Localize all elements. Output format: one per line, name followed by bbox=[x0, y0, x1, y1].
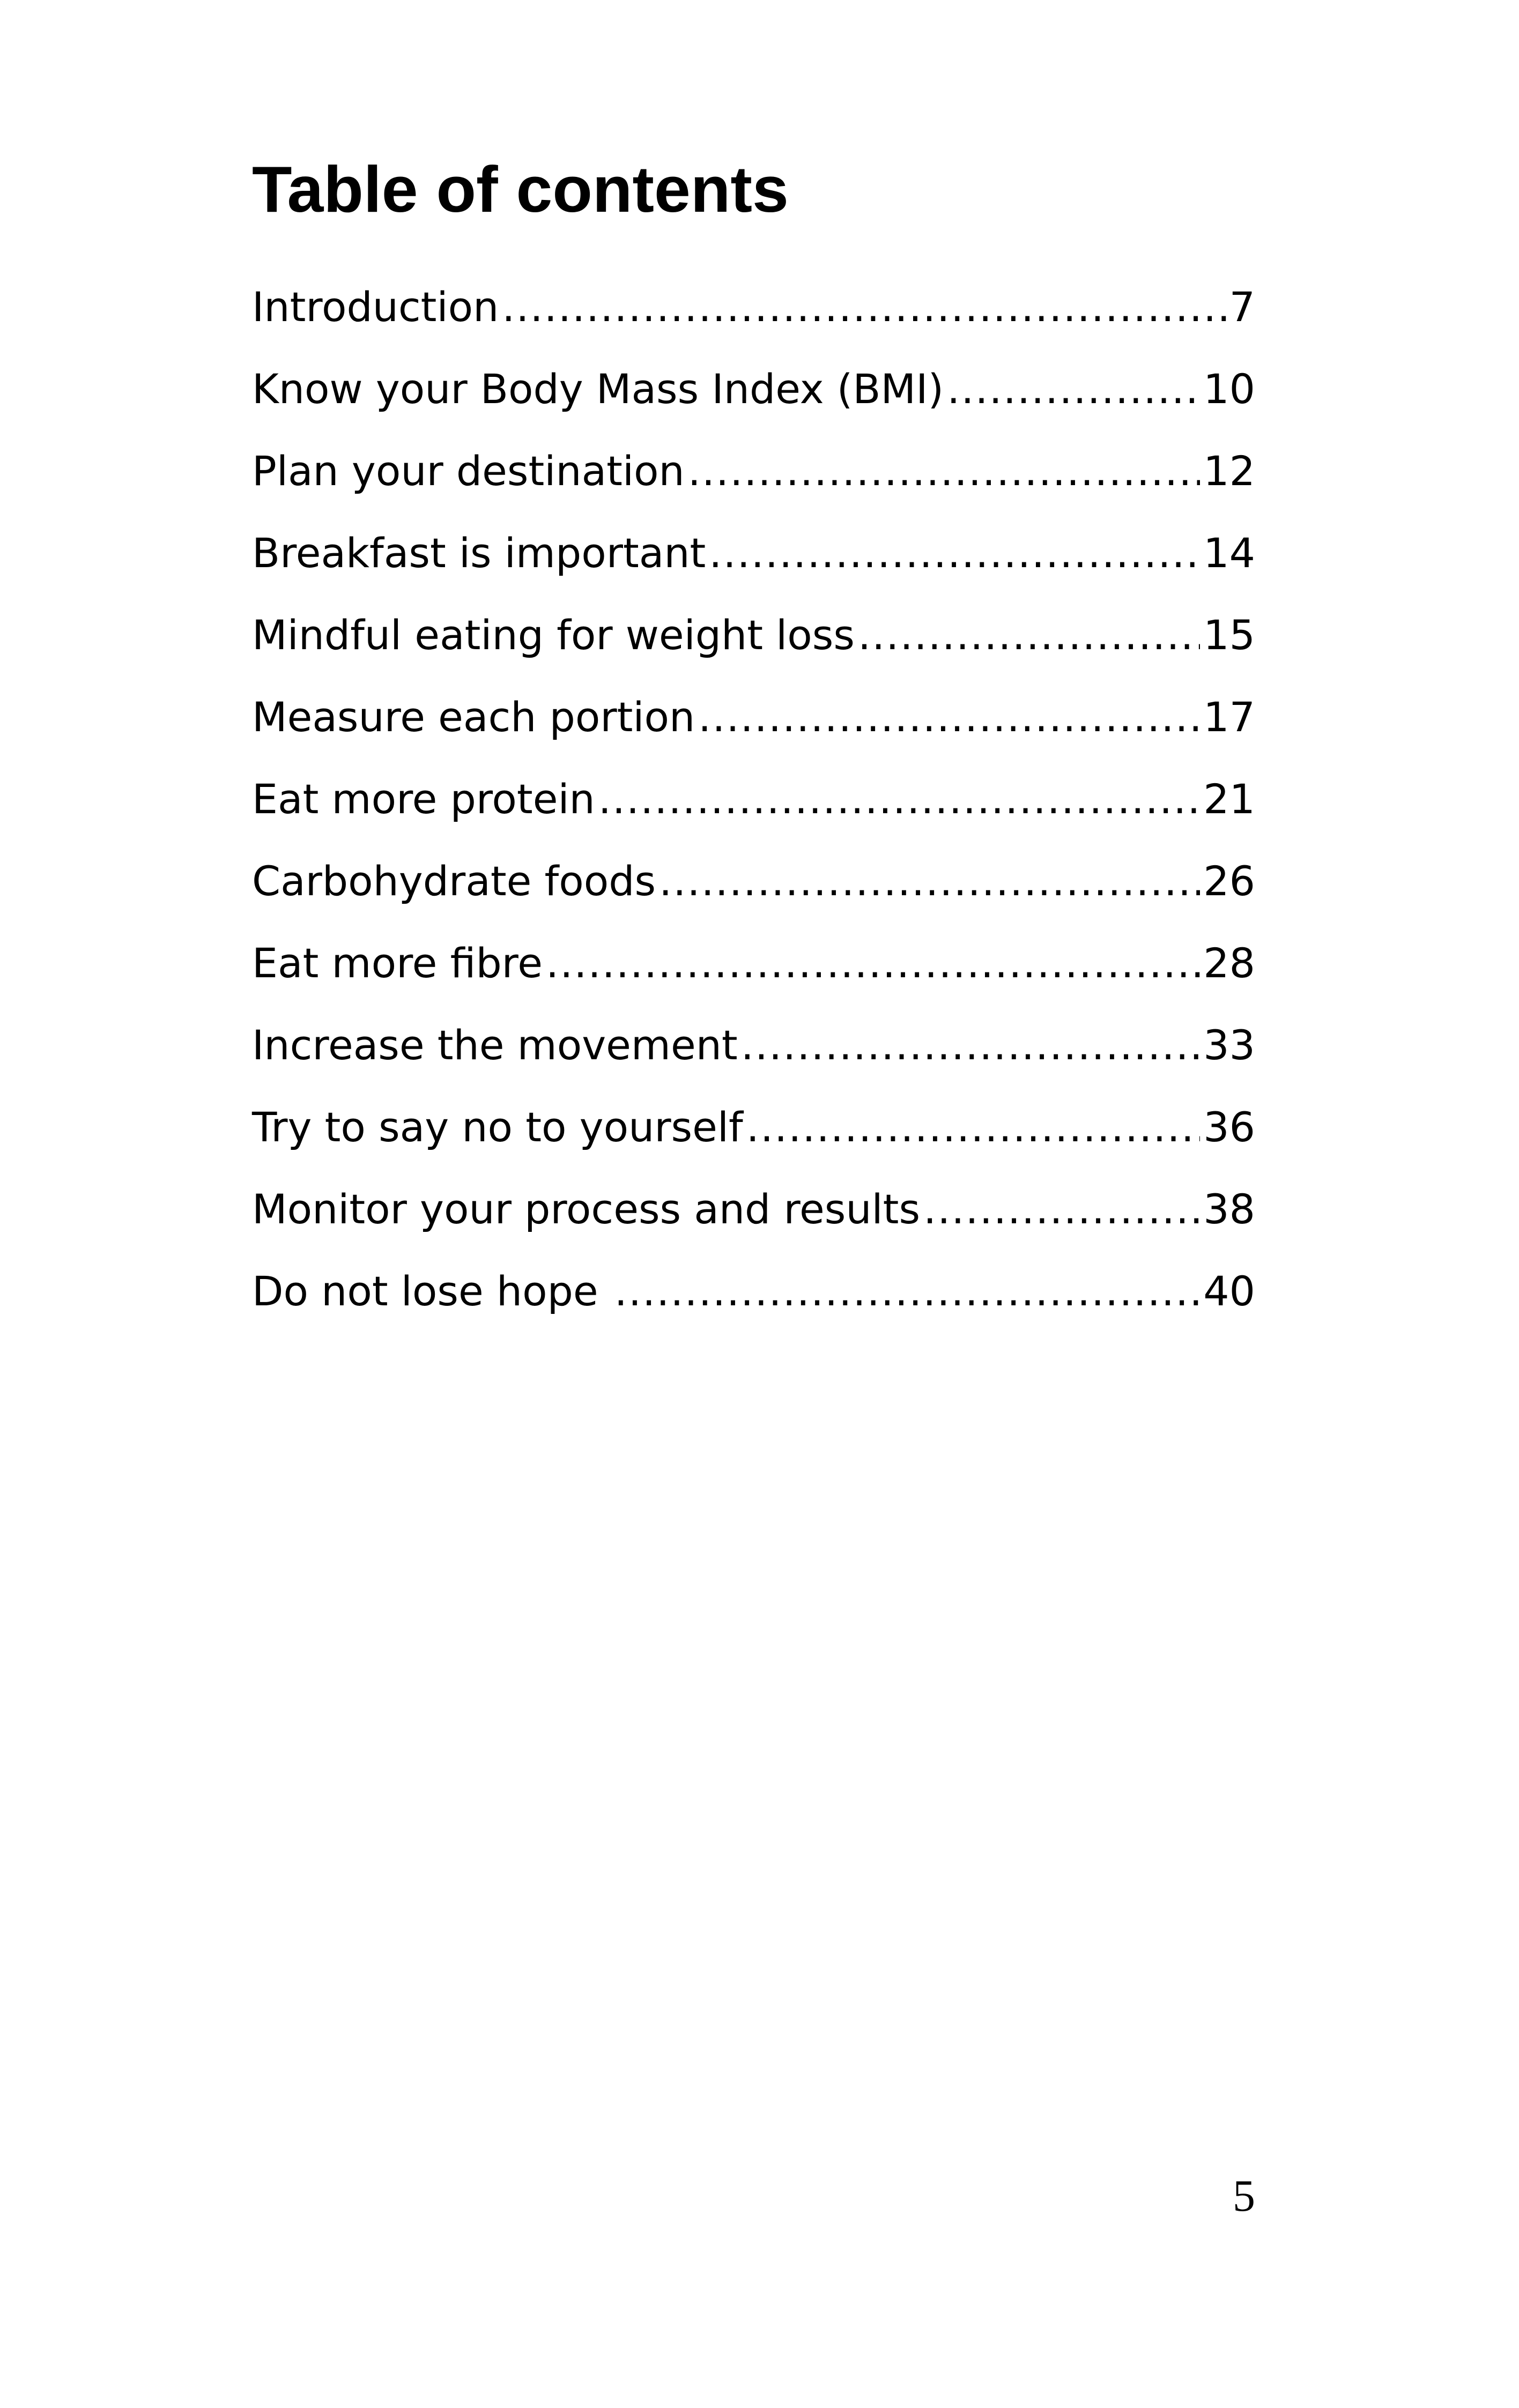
toc-entry-bmi[interactable] bbox=[252, 365, 1255, 451]
toc-entry-mindful-eating[interactable] bbox=[252, 611, 1255, 697]
toc-entry-page: 21 bbox=[1203, 775, 1255, 823]
toc-entry-label: Increase the movement bbox=[252, 1021, 738, 1069]
toc-entry-page: 10 bbox=[1203, 365, 1255, 413]
dot-leader bbox=[709, 533, 1200, 574]
toc-entry-page: 40 bbox=[1203, 1267, 1255, 1315]
toc-entry-page: 12 bbox=[1203, 447, 1255, 495]
dot-leader bbox=[858, 615, 1200, 656]
dot-leader bbox=[614, 1271, 1201, 1312]
toc-entry-page: 33 bbox=[1203, 1021, 1255, 1069]
toc-entry-label: Carbohydrate foods bbox=[252, 857, 656, 905]
dot-leader bbox=[746, 1107, 1200, 1148]
page-title: Table of contents bbox=[252, 153, 789, 226]
toc-entry-label: Monitor your process and results bbox=[252, 1185, 921, 1233]
dot-leader bbox=[659, 861, 1200, 902]
toc-entry-label: Breakfast is important bbox=[252, 529, 706, 577]
toc-entry-label: Try to say no to yourself bbox=[252, 1103, 743, 1151]
toc-entry-label: Know your Body Mass Index (BMI) bbox=[252, 365, 944, 413]
toc-entry-label: Eat more fibre bbox=[252, 939, 543, 987]
toc-entry-label: Do not lose hope bbox=[252, 1267, 611, 1315]
dot-leader bbox=[502, 287, 1226, 328]
toc-entry-page: 26 bbox=[1203, 857, 1255, 905]
toc-entry-breakfast[interactable] bbox=[252, 529, 1255, 615]
dot-leader bbox=[947, 369, 1200, 410]
dot-leader bbox=[741, 1025, 1201, 1066]
toc-entry-label: Introduction bbox=[252, 283, 499, 331]
toc-entry-plan-destination[interactable] bbox=[252, 447, 1255, 533]
page-number: 5 bbox=[1233, 2171, 1255, 2221]
toc-entry-protein[interactable] bbox=[252, 775, 1255, 861]
toc-entry-movement[interactable] bbox=[252, 1021, 1255, 1107]
dot-leader bbox=[688, 451, 1201, 492]
toc-entry-label: Mindful eating for weight loss bbox=[252, 611, 855, 659]
toc-entry-say-no[interactable] bbox=[252, 1103, 1255, 1189]
toc-entry-label: Measure each portion bbox=[252, 693, 695, 741]
toc-entry-hope[interactable] bbox=[252, 1267, 1255, 1353]
toc-entry-monitor[interactable] bbox=[252, 1185, 1255, 1271]
toc-entry-label: Plan your destination bbox=[252, 447, 685, 495]
toc-entry-page: 17 bbox=[1203, 693, 1255, 741]
dot-leader bbox=[923, 1189, 1200, 1230]
dot-leader bbox=[546, 943, 1200, 984]
toc-entry-carbohydrate[interactable] bbox=[252, 857, 1255, 943]
toc-entry-page: 38 bbox=[1203, 1185, 1255, 1233]
dot-leader bbox=[598, 779, 1201, 820]
dot-leader bbox=[698, 697, 1200, 738]
toc-entry-page: 15 bbox=[1203, 611, 1255, 659]
toc-entry-label: Eat more protein bbox=[252, 775, 595, 823]
toc-entry-page: 14 bbox=[1203, 529, 1255, 577]
toc-entry-fibre[interactable] bbox=[252, 939, 1255, 1025]
toc-entry-introduction[interactable] bbox=[252, 283, 1255, 369]
toc-entry-page: 7 bbox=[1229, 283, 1255, 331]
toc-entry-measure-portion[interactable] bbox=[252, 693, 1255, 779]
toc-entry-page: 28 bbox=[1203, 939, 1255, 987]
toc-entry-page: 36 bbox=[1203, 1103, 1255, 1151]
toc-list bbox=[252, 283, 1255, 1353]
